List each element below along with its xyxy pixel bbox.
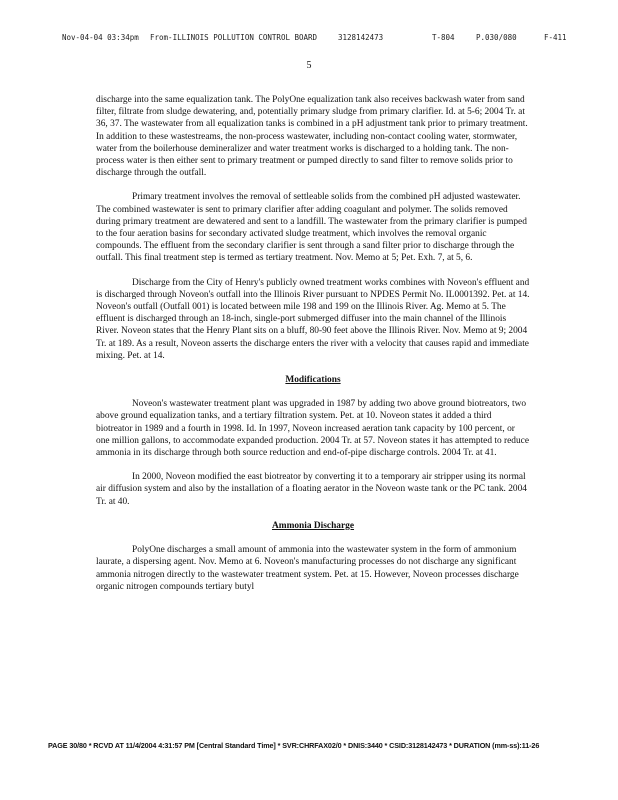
fax-phone: 3128142473 — [338, 33, 384, 42]
heading-ammonia-discharge: Ammonia Discharge — [271, 520, 355, 531]
fax-footer: PAGE 30/80 * RCVD AT 11/4/2004 4:31:57 PM [Central Standard Time] * SVR:CHRFAX02/0 * DNIS:3440 * CSID:3128142473 * DURATION (mm-ss):11-26 — [48, 741, 540, 750]
fax-from: From-ILLINOIS POLLUTION CONTROL BOARD — [150, 33, 318, 42]
paragraph-equalization: discharge into the same equalization tank. The PolyOne equalization tank also receives backwash water from sand filter, filtrate from sludge dewatering, and, potentially primary sludge from primary clarifier. Id. at 5-6; 2004 Tr. at 36, 37. The wastewater from all equalization tanks is combined in a pH adjustment tank prior to primary treatment. In addition to these wastestreams, the non-process wastewater, including non-contact cooling water, stormwater, water from the boilerhouse demineralizer and water treatment works is discharged to a holding tank. The non-process water is then either sent to primary treatment or pumped directly to sand filter to remove solids prior to discharge through the outfall. — [96, 95, 528, 179]
paragraph-primary-treatment: Primary treatment involves the removal of settleable solids from the combined pH adjusted wastewater. The combined wastewater is sent to primary clarifier after adding coagulant and polymer. The solids removed during primary treatment are dewatered and sent to a landfill. The wastewater from the primary clarifier is pumped to the four aeration basins for secondary activated sludge treatment, which involves the removal organic compounds. The effluent from the secondary clarifier is sent through a sand filter prior to discharge through the outfall. This final treatment step is termed as tertiary treatment. Nov. Memo at 5; Pet. Exh. 7, at 5, 6. — [96, 192, 527, 264]
heading-modifications: Modifications — [285, 375, 341, 386]
page-number: 5 — [306, 60, 312, 71]
paragraph-upgrades: Noveon's wastewater treatment plant was upgraded in 1987 by adding two above ground biotreators, two above ground equalization tanks, and a tertiary filtration system. Pet. at 10. Noveon states it added a third biotreator in 1989 and a fourth in 1998. Id. In 1997, Noveon increased aeration tank capacity by 100 percent, or one million gallons, to accommodate expanded production. 2004 Tr. at 57. Noveon states it has attempted to reduce ammonia in its discharge through both source reduction and end-of-pipe discharge controls. 2004 Tr. at 41. — [96, 399, 529, 459]
fax-ref: T-804 — [432, 33, 455, 42]
fax-pages: P.030/080 — [476, 33, 517, 42]
paragraph-discharge: Discharge from the City of Henry's publicly owned treatment works combines with Noveon's effluent and is discharged through Noveon's outfall into the Illinois River pursuant to NPDES Permit No. IL0001392. Pet. at 14. Noveon's outfall (Outfall 001) is located between mile 198 and 199 on the Illinois River. Ag. Memo at 5. The effluent is discharged through an 18-inch, single-port submerged diffuser into the main channel of the Illinois River. Noveon states that the Henry Plant sits on a bluff, 80-90 feet above the Illinois River. Nov. Memo at 9; 2004 Tr. at 189. As a result, Noveon asserts the discharge enters the river with a velocity that causes rapid and immediate mixing. Pet. at 14. — [96, 277, 530, 361]
paragraph-2000-modification: In 2000, Noveon modified the east biotreator by converting it to a temporary air stripper using its normal air diffusion system and also by the installation of a floating aerator in the Noveon waste tank or the PC tank. 2004 Tr. at 40. — [96, 472, 527, 507]
paragraph-ammonia: PolyOne discharges a small amount of ammonia into the wastewater system in the form of ammonium laurate, a dispersing agent. Nov. Memo at 6. Noveon's manufacturing processes do not discharge any significant ammonia nitrogen directly to the wastewater treatment system. Pet. at 15. However, Noveon processes discharge organic nitrogen compounds tertiary butyl — [96, 545, 519, 592]
document-body — [96, 94, 530, 605]
fax-code: F-411 — [544, 33, 567, 42]
fax-date-time: Nov-04-04 03:34pm — [62, 33, 139, 42]
